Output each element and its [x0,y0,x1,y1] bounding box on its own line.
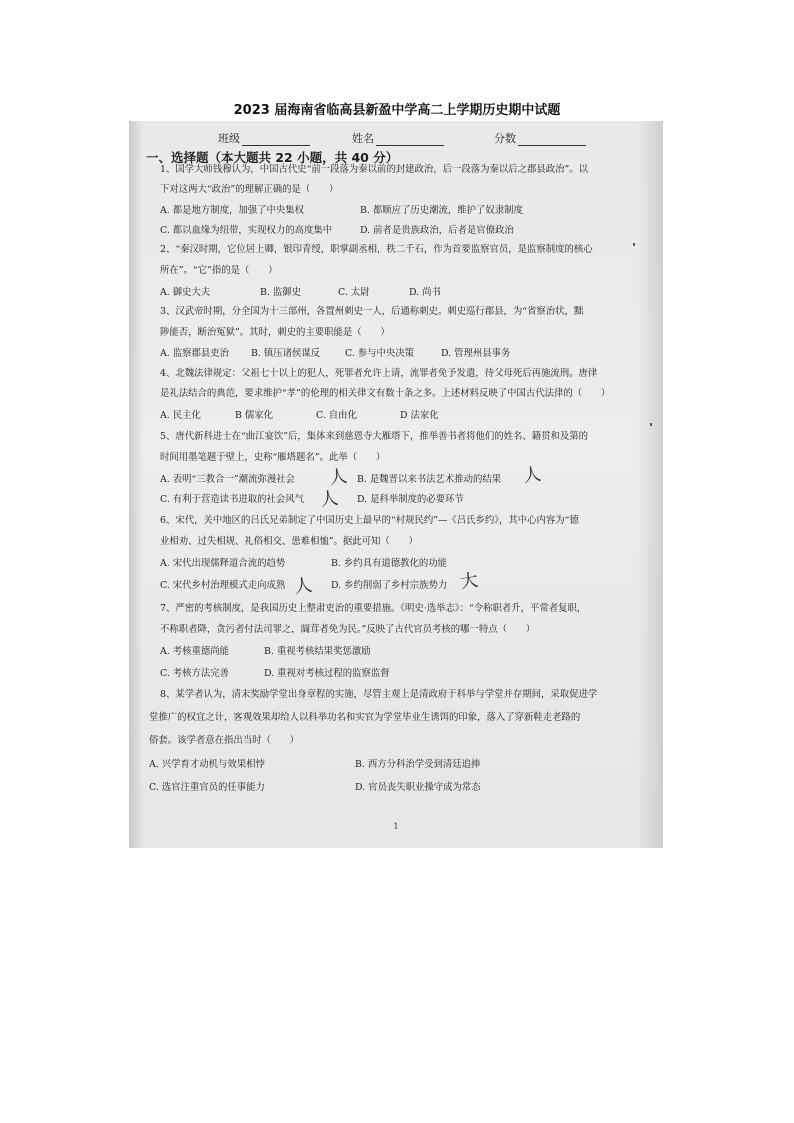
question-6-option-d: D. 乡约削弱了乡村宗族势力 [331,580,448,591]
class-label: 班级 [218,132,240,145]
question-7-stem-line-1: 7、严密的考核制度，是我国历史上整肃吏治的重要措施。《明史·选举志》：“令称职者升，平常者复职， [160,603,587,614]
question-5-option-c: C. 有利于营造读书进取的社会风气 [160,494,305,505]
student-info-row [129,130,663,146]
photo-shadow-right [637,121,663,848]
question-7-option-d: D. 重视对考核过程的监察监督 [264,668,390,679]
question-2-stem-line-1: 2、“秦汉时期，它位居上卿，银印青绶，职掌副丞相，秩二千石，作为首要监察官员，是监察制度的核心 [160,244,593,255]
question-6-option-b: B. 乡约具有道德教化的功能 [331,558,447,569]
handwritten-mark-q5-a: 人 [327,465,349,490]
question-4-stem-line-2: 是礼法结合的典范，要求维护“孝”的伦理的相关律文有数十条之多。上述材料反映了中国古代法律的（ ） [160,388,611,399]
question-4-option-d: D 法家化 [400,410,439,421]
question-1-option-b: B. 都顺应了历史潮流，维护了奴隶制度 [360,205,523,216]
ink-speck [633,243,635,246]
question-8-option-b: B. 西方分科治学受到清廷追捧 [355,759,481,770]
class-field [218,130,310,146]
question-1-option-a: A. 都是地方制度，加强了中央集权 [160,205,304,216]
photo-shadow-left [129,121,143,848]
question-3-stem-line-1: 3、汉武帝时期，分全国为十三部州，各置州刺史一人，后通称刺史。刺史巡行郡县，为“省察治状，黜 [160,306,584,317]
question-7-stem-line-2: 不称职者降，贪污者付法司罪之，阘茸者免为民。”反映了古代官员考核的哪一特点（ ） [160,624,536,635]
question-5-option-a: A. 表明“三教合一”潮流弥漫社会 [160,474,295,485]
question-2-option-c: C. 太尉 [338,287,370,298]
question-8-option-c: C. 选官注重官员的任事能力 [149,782,265,793]
question-4-option-a: A. 民主化 [160,410,201,421]
question-5-stem-line-1: 5、唐代新科进士在“曲江宴饮”后，集体来到慈恩寺大雁塔下，推举善书者将他们的姓名、籍贯和及第的 [160,431,589,442]
question-4-option-b: B 儒家化 [235,410,273,421]
question-1-stem-line-2: 下对这两大“政治”的理解正确的是（ ） [160,184,339,195]
section-title: 一、选择题（本大题共 22 小题，共 40 分） [146,150,399,165]
class-blank [242,134,310,146]
score-field [494,130,586,146]
exam-paper-photo [129,121,663,848]
question-7-option-c: C. 考核方法完善 [160,668,230,679]
question-8-stem-line-3: 俗套。该学者意在指出当时（ ） [149,735,300,746]
question-8-option-d: D. 官员丧失职业操守成为常态 [355,782,481,793]
question-2-option-a: A. 御史大夫 [160,287,211,298]
question-3-option-a: A. 监察郡县吏治 [160,348,229,359]
handwritten-mark-q5-b: 人 [521,463,543,488]
question-5-stem-line-2: 时间用墨笔题于壁上，史称“雁塔题名”。此举（ ） [160,452,386,463]
question-6-option-c: C. 宋代乡村治理模式走向成熟 [160,580,286,591]
question-8-stem-line-2: 堂推广的权宜之计，客观效果却给人以科举功名和实官为学堂毕业生诱饵的印象，落入了穿新鞋走老路的 [149,712,581,723]
question-5-option-b: B. 是魏晋以来书法艺术推动的结果 [357,474,502,485]
question-3-option-d: D. 管理州县事务 [441,348,511,359]
question-6-option-a: A. 宋代出现儒释道合流的趋势 [160,558,286,569]
question-4-option-c: C. 自由化 [316,410,357,421]
handwritten-mark-q6-c: 人 [292,574,314,599]
question-3-stem-line-2: 陟能否，断治冤狱”。其时，刺史的主要职能是（ ） [160,327,390,338]
page-title: 2023 届海南省临高县新盈中学高二上学期历史期中试题 [233,103,561,118]
question-4-stem-line-1: 4、北魏法律规定：父祖七十以上的犯人，死罪者允许上请，流罪者免予发遣，待父母死后再施流刑。唐律 [160,368,598,379]
question-1-option-d: D. 前者是贵族政治，后者是官僚政治 [360,225,514,236]
name-blank [376,134,444,146]
question-6-stem-line-2: 业相劝、过失相规、礼俗相交、患难相恤”。据此可知（ ） [160,536,418,547]
question-6-stem-line-1: 6、宋代，关中地区的吕氏兄弟制定了中国历史上最早的“村规民约”—《吕氏乡约》，其中心内容为“德 [160,515,579,526]
name-field [352,130,444,146]
question-2-option-b: B. 监御史 [260,287,301,298]
ink-speck [650,423,652,426]
question-2-stem-line-2: 所在”。“它”指的是（ ） [160,265,278,276]
question-2-option-d: D. 尚书 [409,287,441,298]
name-label: 姓名 [352,132,374,145]
question-8-option-a: A. 兴学育才动机与效果相悖 [149,759,265,770]
page-number: 1 [393,822,399,831]
question-3-option-b: B. 镇压诸侯谋反 [251,348,321,359]
question-1-option-c: C. 都以血缘为纽带，实现权力的高度集中 [160,225,333,236]
handwritten-mark-q6-d: 大 [458,569,480,594]
score-label: 分数 [494,132,516,145]
question-8-stem-line-1: 8、某学者认为，清末奖励学堂出身章程的实施，尽管主观上是清政府于科举与学堂并存期间，采取促进学 [160,689,598,700]
score-blank [518,134,586,146]
question-3-option-c: C. 参与中央决策 [345,348,415,359]
handwritten-mark-q5-c: 人 [318,487,340,512]
question-1-stem-line-1: 1、国学大师钱穆认为，中国古代史“前一段落为秦以前的封建政治，后一段落为秦以后之郡县政治”。以 [160,164,589,175]
question-7-option-b: B. 重视考核结果奖惩激励 [264,646,371,657]
question-5-option-d: D. 是科举制度的必要环节 [357,494,464,505]
question-7-option-a: A. 考核重德尚能 [160,646,229,657]
